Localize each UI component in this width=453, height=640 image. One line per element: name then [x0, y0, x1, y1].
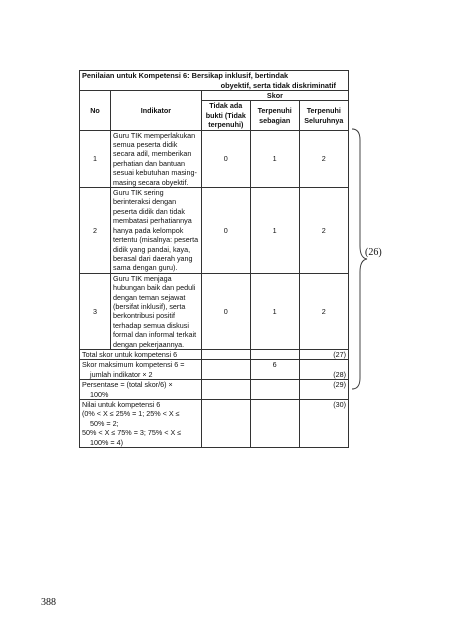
- row-number: 3: [80, 273, 111, 349]
- brace-label: (26): [365, 247, 382, 258]
- persen-label-line1: Persentase = (total skor/6) ×: [82, 380, 173, 390]
- nilai-label-line4: 50% < X ≤ 75% = 3; 75% < X ≤: [82, 428, 182, 438]
- header-sebagian: Terpenuhi sebagian: [250, 101, 299, 130]
- header-row-1: [80, 91, 349, 101]
- header-skor: Skor: [201, 91, 348, 101]
- header-indikator: Indikator: [111, 91, 202, 131]
- row-number: 2: [80, 188, 111, 274]
- right-brace-icon: [350, 128, 370, 390]
- score-1: 1: [250, 130, 299, 187]
- persen-label-line2: 100%: [90, 389, 109, 399]
- score-1: 1: [250, 273, 299, 349]
- score-0: 0: [201, 273, 250, 349]
- nilai-empty-2: [250, 400, 299, 448]
- table-title-line1: Penilaian untuk Kompetensi 6: Bersikap inklusif, bertindak: [82, 71, 289, 80]
- header-tidak-ada: Tidak ada bukti (Tidak terpenuhi): [201, 101, 250, 130]
- max-label: [80, 360, 202, 380]
- header-seluruhnya: Terpenuhi Seluruhnya: [299, 101, 348, 130]
- nilai-label-line1: Nilai untuk kompetensi 6: [82, 400, 161, 409]
- persen-label: [80, 380, 202, 400]
- max-empty: [201, 360, 250, 380]
- table-row: [80, 188, 349, 274]
- table-row: [80, 130, 349, 187]
- total-ref: (27): [299, 349, 348, 359]
- header-no: No: [80, 91, 111, 131]
- nilai-empty-1: [201, 400, 250, 448]
- score-2: 2: [299, 273, 348, 349]
- score-2: 2: [299, 188, 348, 274]
- max-value: 6: [250, 360, 299, 380]
- persen-empty-2: [250, 380, 299, 400]
- total-label: Total skor untuk kompetensi 6: [80, 349, 202, 359]
- nilai-label-line2: (0% < X ≤ 25% = 1; 25% < X ≤: [82, 409, 180, 419]
- footer-total-row: [80, 349, 349, 359]
- table-title-row: [80, 71, 349, 91]
- persen-ref: (29): [299, 380, 348, 400]
- row-indikator: Guru TIK memperlakukan semua peserta didik secara adil, memberikan perhatian dan bantuan sesuai kebutuhan masing-masing secara obyektif.: [111, 130, 202, 187]
- row-number: 1: [80, 130, 111, 187]
- nilai-label: [80, 400, 202, 448]
- max-label-line2: jumlah indikator × 2: [90, 369, 153, 379]
- table-row: [80, 273, 349, 349]
- score-0: 0: [201, 130, 250, 187]
- persen-empty-1: [201, 380, 250, 400]
- nilai-label-line3: 50% = 2;: [90, 418, 119, 428]
- max-ref: (28): [299, 360, 348, 380]
- row-indikator: Guru TIK sering berinteraksi dengan peserta didik dan tidak membatasi perhatiannya hanya pada kelompok tertentu (misalnya: peserta didik yang pandai, kaya, berasal dari daerah yang sama dengan guru).: [111, 188, 202, 274]
- score-2: 2: [299, 130, 348, 187]
- nilai-ref: (30): [299, 400, 348, 448]
- page-number: 388: [41, 597, 56, 608]
- footer-nilai-row: [80, 400, 349, 448]
- total-empty-1: [201, 349, 250, 359]
- footer-persen-row: [80, 380, 349, 400]
- score-0: 0: [201, 188, 250, 274]
- nilai-label-line5: 100% = 4): [90, 437, 123, 447]
- table-title-line2: obyektif, serta tidak diskriminatif: [220, 80, 336, 90]
- total-empty-2: [250, 349, 299, 359]
- row-indikator: Guru TIK menjaga hubungan baik dan peduli dengan teman sejawat (bersifat inklusif), serta berkontribusi positif terhadap semua diskusi formal dan informal terkait dengan pekerjaannya.: [111, 273, 202, 349]
- footer-max-row: [80, 360, 349, 380]
- score-1: 1: [250, 188, 299, 274]
- max-label-line1: Skor maksimum kompetensi 6 =: [82, 360, 185, 370]
- table-title: [80, 71, 349, 91]
- assessment-table: [79, 70, 349, 448]
